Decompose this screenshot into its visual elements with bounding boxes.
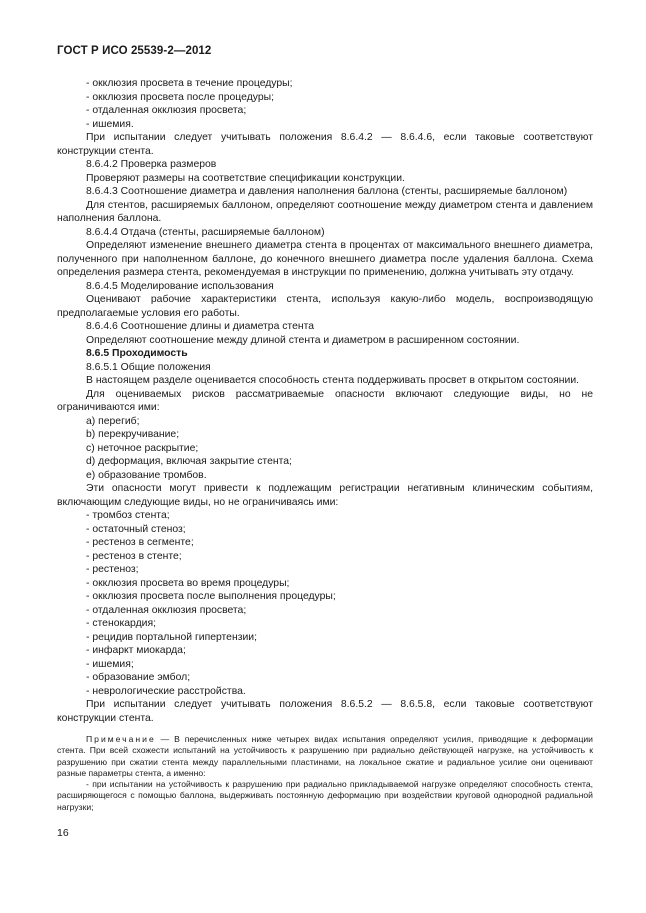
note-label: Примечание — [86, 734, 156, 744]
body-paragraph: e) образование тромбов. — [86, 469, 207, 481]
body-paragraph: Для стентов, расширяемых баллоном, определяют соотношение между диаметром стента и давлением наполнения баллона. — [57, 199, 593, 224]
body-paragraph: - рестеноз в стенте; — [86, 550, 182, 562]
body-paragraph: - рестеноз в сегменте; — [86, 537, 194, 548]
body-paragraph: - отдаленная окклюзия просвета; — [86, 604, 247, 616]
body-paragraph: d) деформация, включая закрытие стента; — [86, 456, 292, 467]
body-paragraph: Определяют соотношение между длиной стента и диаметром в расширенном состоянии. — [86, 334, 520, 346]
body-paragraph: - неврологические расстройства. — [86, 685, 246, 697]
body-paragraph: c) неточное раскрытие; — [86, 442, 199, 454]
body-paragraph: - остаточный стеноз; — [86, 523, 186, 535]
page-number: 16 — [57, 827, 69, 839]
note-text: — В перечисленных ниже четырех видах испытания определяют усилия, приводящие к деформации стента. При всей схожести испытаний на устойчивость к разрушению при радиально действующей нагрузке, на устойчивость к разрушению при сжатии стента между параллельными пластинами, на локальное сжатие и радиальное усилие они оценивают разные параметры стента, а именно: — [57, 734, 593, 778]
body-paragraph: - рестеноз; — [86, 564, 139, 575]
body-paragraph: - стенокардия; — [86, 618, 156, 629]
body-paragraph: При испытании следует учитывать положения 8.6.4.2 — 8.6.4.6, если таковые соответствуют конструкции стента. — [57, 132, 593, 157]
body-paragraph: - рецидив портальной гипертензии; — [86, 631, 257, 643]
body-paragraph: b) перекручивание; — [86, 429, 180, 440]
body-paragraph: 8.6.4.2 Проверка размеров — [86, 159, 217, 170]
body-paragraph: 8.6.4.3 Соотношение диаметра и давления наполнения баллона (стенты, расширяемые баллоном) — [86, 186, 568, 197]
body-paragraph: Определяют изменение внешнего диаметра стента в процентах от максимального внешнего диаметра, полученного при наполненном баллоне, до конечного внешнего диаметра после удаления баллона. Схема определения размера стента, рекомендуемая в инструкции по применению, должна учитывать эту отдачу. — [57, 240, 593, 278]
body-paragraph: При испытании следует учитывать положения 8.6.5.2 — 8.6.5.8, если таковые соответствуют конструкции стента. — [57, 699, 593, 724]
body-paragraph: Для оцениваемых рисков рассматриваемые опасности включают следующие виды, но не ограничиваются ими: — [57, 388, 593, 413]
body-paragraph: - окклюзия просвета после выполнения процедуры; — [86, 591, 336, 602]
body-paragraph: В настоящем разделе оценивается способность стента поддерживать просвет в открытом состоянии. — [86, 375, 580, 386]
body-paragraph: Эти опасности могут привести к подлежащим регистрации негативным клиническим событиям, включающим следующие виды, но не ограничиваясь ими: — [57, 483, 593, 508]
body-paragraph: a) перегиб; — [86, 415, 140, 427]
note-paragraph — [57, 734, 593, 779]
body-paragraph: - ишемия. — [86, 118, 134, 130]
body-paragraph: Оценивают рабочие характеристики стента, используя какую-либо модель, воспроизводящую предполагаемые условия его работы. — [57, 294, 593, 319]
note-list-item: - при испытании на устойчивость к разрушению при радиально прикладываемой нагрузке определяют способность стента, расширяющегося с помощью баллона, выдерживать постоянную деформацию при воздействии круговой однородной радиальной нагрузки; — [57, 779, 593, 812]
body-paragraph: - образование эмбол; — [86, 672, 191, 683]
body-paragraph: - окклюзия просвета в течение процедуры; — [86, 78, 293, 89]
body-paragraph: - окклюзия просвета во время процедуры; — [86, 577, 290, 589]
document-body — [57, 77, 593, 813]
body-paragraph: 8.6.5.1 Общие положения — [86, 361, 211, 373]
section-heading: 8.6.5 Проходимость — [86, 348, 188, 359]
body-paragraph: - инфаркт миокарда; — [86, 645, 186, 656]
body-paragraph: 8.6.4.6 Соотношение длины и диаметра стента — [86, 321, 315, 332]
body-paragraph: 8.6.4.5 Моделирование использования — [86, 280, 274, 292]
body-paragraph: - окклюзия просвета после процедуры; — [86, 91, 274, 103]
body-paragraph: - отдаленная окклюзия просвета; — [86, 105, 247, 116]
document-header: ГОСТ Р ИСО 25539-2—2012 — [57, 45, 212, 57]
body-paragraph: 8.6.4.4 Отдача (стенты, расширяемые баллоном) — [86, 226, 325, 238]
body-paragraph: - тромбоз стента; — [86, 510, 170, 521]
note-block — [57, 734, 593, 813]
body-paragraph: Проверяют размеры на соответствие спецификации конструкции. — [86, 172, 405, 184]
body-paragraph: - ишемия; — [86, 658, 134, 670]
